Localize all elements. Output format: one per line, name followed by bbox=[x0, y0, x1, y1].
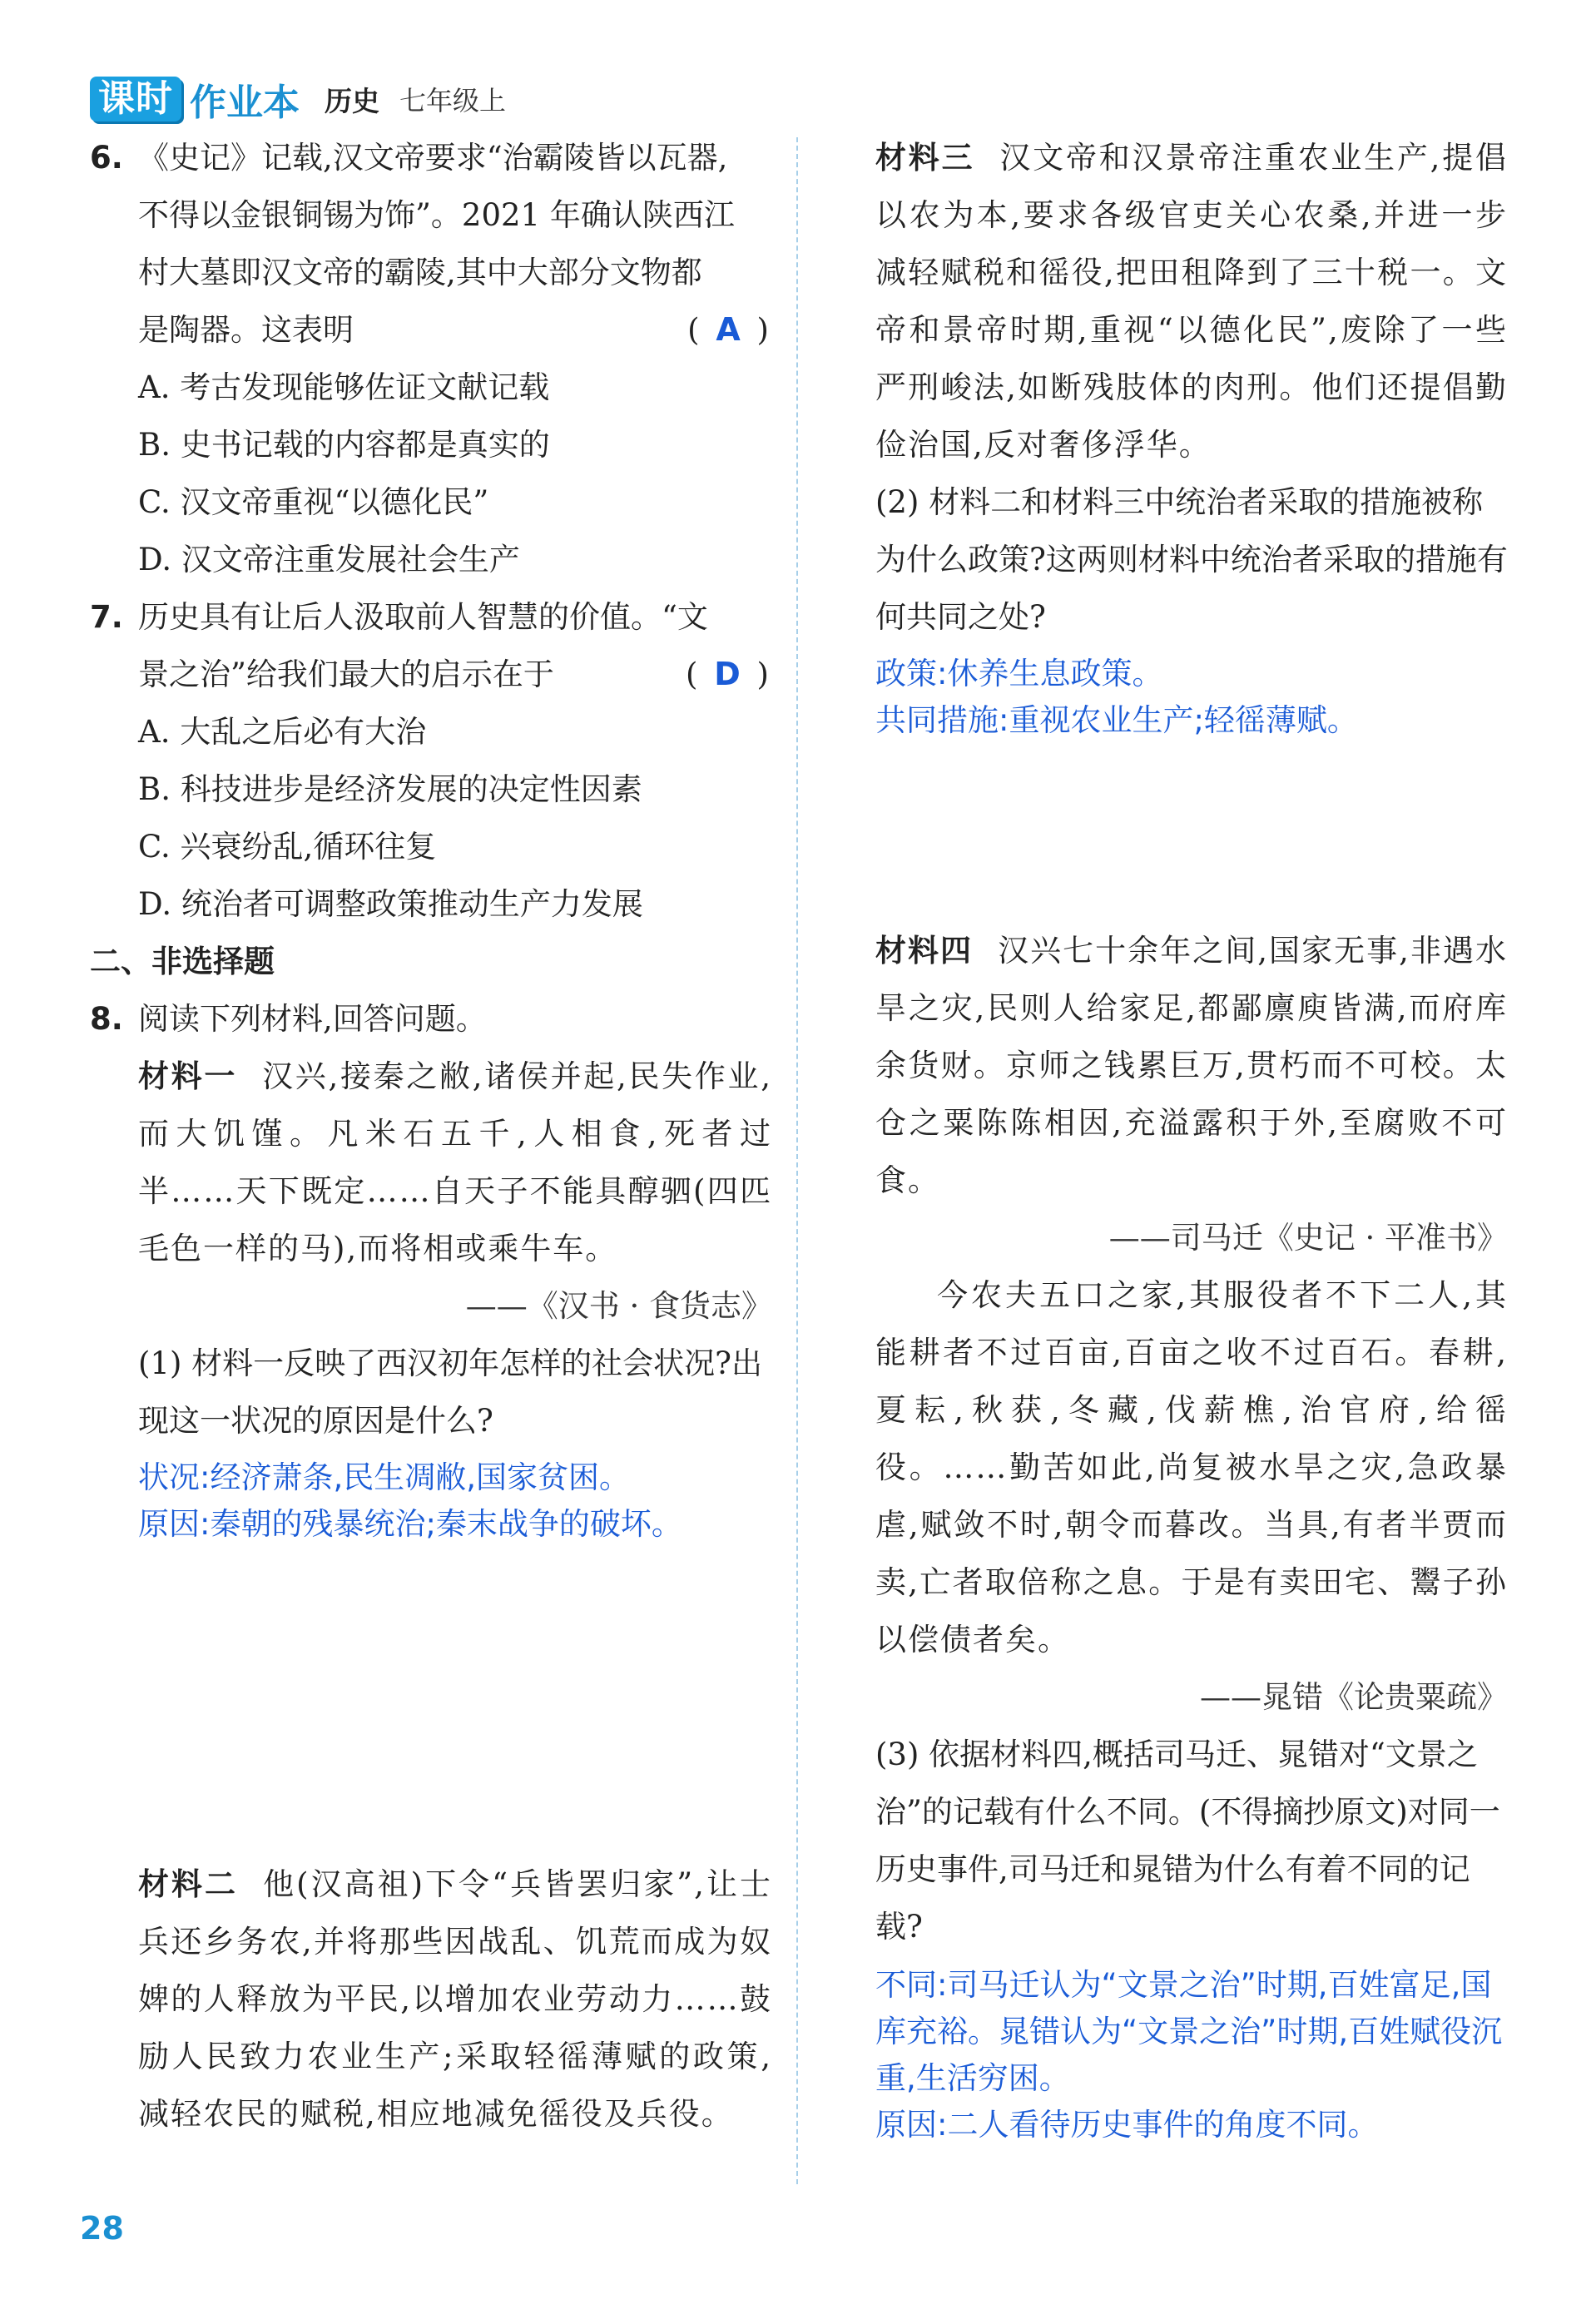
left-column bbox=[90, 129, 772, 1548]
option-c: C. 汉文帝重视“以德化民” bbox=[138, 484, 489, 520]
logo-text: 作业本 bbox=[190, 82, 300, 124]
material-text: 汉文帝和汉景帝注重农业生产,提倡以农为本,要求各级官吏关心农桑,并进一步减轻赋税和徭役,把田租降到了三十税一。文帝和景帝时期,重视“以德化民”,废除了一些严刑峻法,如断残肢体的肉刑。他们还提倡勤俭治国,反对奢侈浮华。 bbox=[875, 140, 1508, 463]
material-label: 材料一 bbox=[138, 1058, 238, 1094]
question-line: 村大墓即汉文帝的霸陵,其中大部分文物都 bbox=[138, 255, 702, 290]
answer-choice: D bbox=[714, 656, 744, 692]
question-8-intro: 8. 阅读下列材料,回答问题。 bbox=[90, 990, 772, 1048]
answer-bracket: ( A ) bbox=[687, 311, 772, 348]
material-source: ——晁错《论贵粟疏》 bbox=[1200, 1679, 1508, 1715]
answer-choice: A bbox=[716, 311, 744, 348]
material-text: 汉兴七十余年之间,国家无事,非遇水旱之灾,民则人给家足,都鄙廪庾皆满,而府库余货财。京师之钱累巨万,贯朽而不可校。太仓之粟陈陈相因,充溢露积于外,至腐败不可食。 bbox=[875, 933, 1508, 1198]
right-column-lower bbox=[875, 922, 1508, 2148]
column-divider bbox=[796, 137, 798, 2184]
question-7 bbox=[90, 588, 772, 703]
answer-line: 原因:二人看待历史事件的角度不同。 bbox=[875, 2107, 1379, 2143]
question-number: 6. bbox=[90, 140, 123, 176]
option-b: B. 科技进步是经济发展的决定性因素 bbox=[138, 771, 642, 807]
page-header bbox=[90, 77, 507, 124]
question-line: 《史记》记载,汉文帝要求“治霸陵皆以瓦器, bbox=[138, 140, 728, 176]
material-source: ——《汉书 · 食货志》 bbox=[465, 1288, 772, 1324]
left-column-bottom bbox=[90, 1856, 772, 2143]
material-label: 材料四 bbox=[875, 933, 974, 969]
material-4 bbox=[875, 922, 1508, 1209]
material-label: 材料三 bbox=[875, 140, 975, 176]
option-c: C. 兴衰纷乱,循环往复 bbox=[138, 829, 437, 865]
page-number: 28 bbox=[80, 2210, 124, 2247]
material-2 bbox=[90, 1856, 772, 2143]
question-line: 是陶器。这表明 ( A ) bbox=[138, 301, 772, 359]
question-number: 7. bbox=[90, 599, 123, 635]
question-line: 景之治”给我们最大的启示在于 ( D ) bbox=[138, 646, 772, 703]
question-6 bbox=[90, 129, 772, 359]
right-column bbox=[875, 129, 1508, 744]
material-text: 汉兴,接秦之敝,诸侯并起,民失作业,而大饥馑。凡米石五千,人相食,死者过半……天下既定……自天子不能具醇驷(四匹毛色一样的马),而将相或乘牛车。 bbox=[138, 1058, 772, 1266]
material-1 bbox=[90, 1048, 772, 1277]
sub-question-1: (1) 材料一反映了西汉初年怎样的社会状况?出现这一状况的原因是什么? bbox=[138, 1345, 763, 1439]
section-heading: 二、非选择题 bbox=[90, 944, 275, 979]
answer-1 bbox=[90, 1454, 772, 1548]
option-b: B. 史书记载的内容都是真实的 bbox=[138, 427, 550, 463]
sub-question-3: (3) 依据材料四,概括司马迁、晁错对“文景之治”的记载有什么不同。(不得摘抄原文)对同一历史事件,司马迁和晁错为什么有着不同的记载? bbox=[875, 1737, 1500, 1945]
option-a: A. 考古发现能够佐证文献记载 bbox=[138, 369, 550, 405]
answer-line: 状况:经济萧条,民生凋敝,国家贫困。 bbox=[138, 1459, 630, 1495]
option-d: D. 统治者可调整政策推动生产力发展 bbox=[138, 886, 643, 922]
question-line: 不得以金银铜锡为饰”。2021 年确认陕西江 bbox=[138, 197, 735, 233]
question-number: 8. bbox=[90, 1001, 123, 1037]
logo-badge: 课时 bbox=[90, 77, 181, 121]
grade-label: 七年级上 bbox=[399, 85, 507, 116]
question-line: 历史具有让后人汲取前人智慧的价值。“文 bbox=[138, 599, 708, 635]
sub-question-2: (2) 材料二和材料三中统治者采取的措施被称为什么政策?这两则材料中统治者采取的措施有何共同之处? bbox=[875, 484, 1508, 635]
material-text: 今农夫五口之家,其服役者不下二人,其能耕者不过百亩,百亩之收不过百石。春耕,夏耘,秋获,冬藏,伐薪樵,治官府,给徭役。……勤苦如此,尚复被水旱之灾,急政暴虐,赋敛不时,朝令而暮改。当具,有者半贾而卖,亡者取倍称之息。于是有卖田宅、鬻子孙以偿债者矣。 bbox=[875, 1277, 1508, 1657]
material-label: 材料二 bbox=[138, 1866, 239, 1902]
answer-2 bbox=[875, 651, 1508, 744]
material-text: 他(汉高祖)下令“兵皆罢归家”,让士兵还乡务农,并将那些因战乱、饥荒而成为奴婢的人释放为平民,以增加农业劳动力……鼓励人民致力农业生产;采取轻徭薄赋的政策,减轻农民的赋税,相应地减免徭役及兵役。 bbox=[138, 1866, 773, 2132]
answer-3 bbox=[875, 1962, 1508, 2148]
option-d: D. 汉文帝注重发展社会生产 bbox=[138, 542, 520, 577]
answer-line: 原因:秦朝的残暴统治;秦末战争的破坏。 bbox=[138, 1506, 682, 1542]
answer-bracket: ( D ) bbox=[686, 656, 772, 692]
subject-label: 历史 bbox=[325, 84, 379, 117]
material-source: ——司马迁《史记 · 平准书》 bbox=[1108, 1220, 1508, 1256]
answer-line: 政策:休养生息政策。 bbox=[875, 656, 1163, 691]
answer-line: 共同措施:重视农业生产;轻徭薄赋。 bbox=[875, 702, 1358, 738]
option-a: A. 大乱之后必有大治 bbox=[138, 714, 427, 750]
answer-line: 不同:司马迁认为“文景之治”时期,百姓富足,国库充裕。晁错认为“文景之治”时期,百姓赋役沉重,生活穷困。 bbox=[875, 1967, 1503, 2096]
material-3 bbox=[875, 129, 1508, 473]
